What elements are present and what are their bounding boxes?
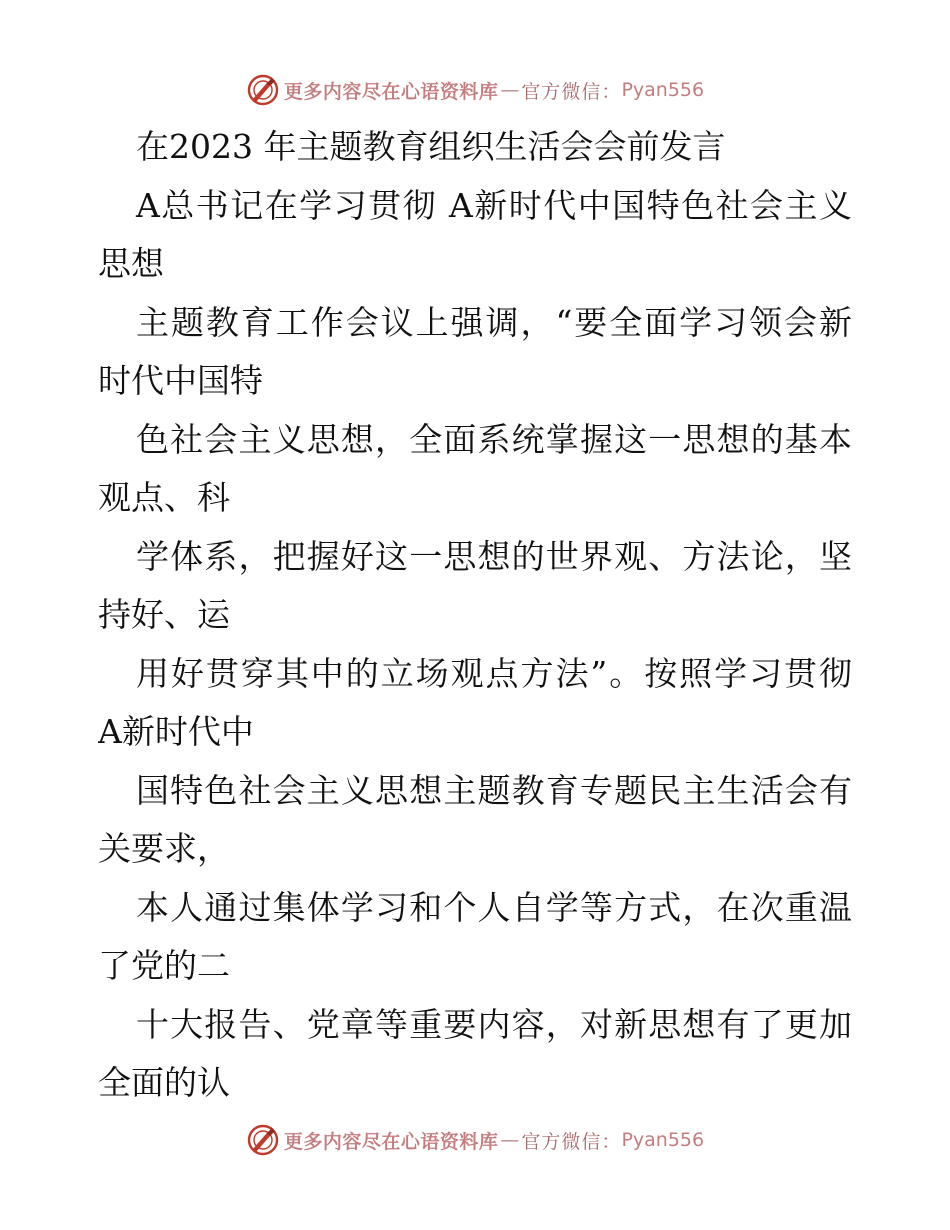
text-line: 色社会主义思想，全面系统掌握这一思想的基本 <box>136 419 852 459</box>
footer-watermark <box>0 1120 950 1160</box>
watermark-label: 官方微信： <box>521 1130 622 1153</box>
text-line: A总书记在学习贯彻 A新时代中国特色社会主义 <box>136 185 852 225</box>
text-line: 在2023 年主题教育组织生活会会前发言 <box>136 127 726 166</box>
text-line: A新时代中 <box>98 712 254 751</box>
text-line: 持好、运 <box>98 595 230 634</box>
watermark-brand: 更多内容尽在心语资料库 <box>283 80 499 103</box>
watermark-dash: — <box>500 79 520 101</box>
document-body <box>98 118 852 1113</box>
text-line: 了党的二 <box>98 946 230 985</box>
header-watermark <box>0 70 950 110</box>
text-line: 学体系，把握好这一思想的世界观、方法论，坚 <box>136 536 852 576</box>
text-line: 用好贯穿其中的立场观点方法”。按照学习贯彻 <box>136 653 852 693</box>
text-line: 本人通过集体学习和个人自学等方式，在次重温 <box>136 887 852 927</box>
text-line: 观点、科 <box>98 478 230 517</box>
text-line: 主题教育工作会议上强调，“要全面学习领会新 <box>136 302 852 342</box>
text-line: 关要求， <box>98 829 230 868</box>
text-line: 国特色社会主义思想主题教育专题民主生活会有 <box>136 770 852 810</box>
watermark-dash: — <box>500 1129 520 1151</box>
pen-logo-icon <box>246 73 280 107</box>
pen-logo-icon <box>246 1123 280 1157</box>
text-line: 全面的认 <box>98 1063 230 1102</box>
watermark-contact: Pyan556 <box>621 79 705 101</box>
watermark-brand: 更多内容尽在心语资料库 <box>283 1130 499 1153</box>
watermark-contact: Pyan556 <box>621 1129 705 1151</box>
text-line: 思想 <box>98 244 164 283</box>
watermark-label: 官方微信： <box>521 80 622 103</box>
text-line: 时代中国特 <box>98 361 263 400</box>
text-line: 十大报告、党章等重要内容，对新思想有了更加 <box>136 1004 852 1044</box>
